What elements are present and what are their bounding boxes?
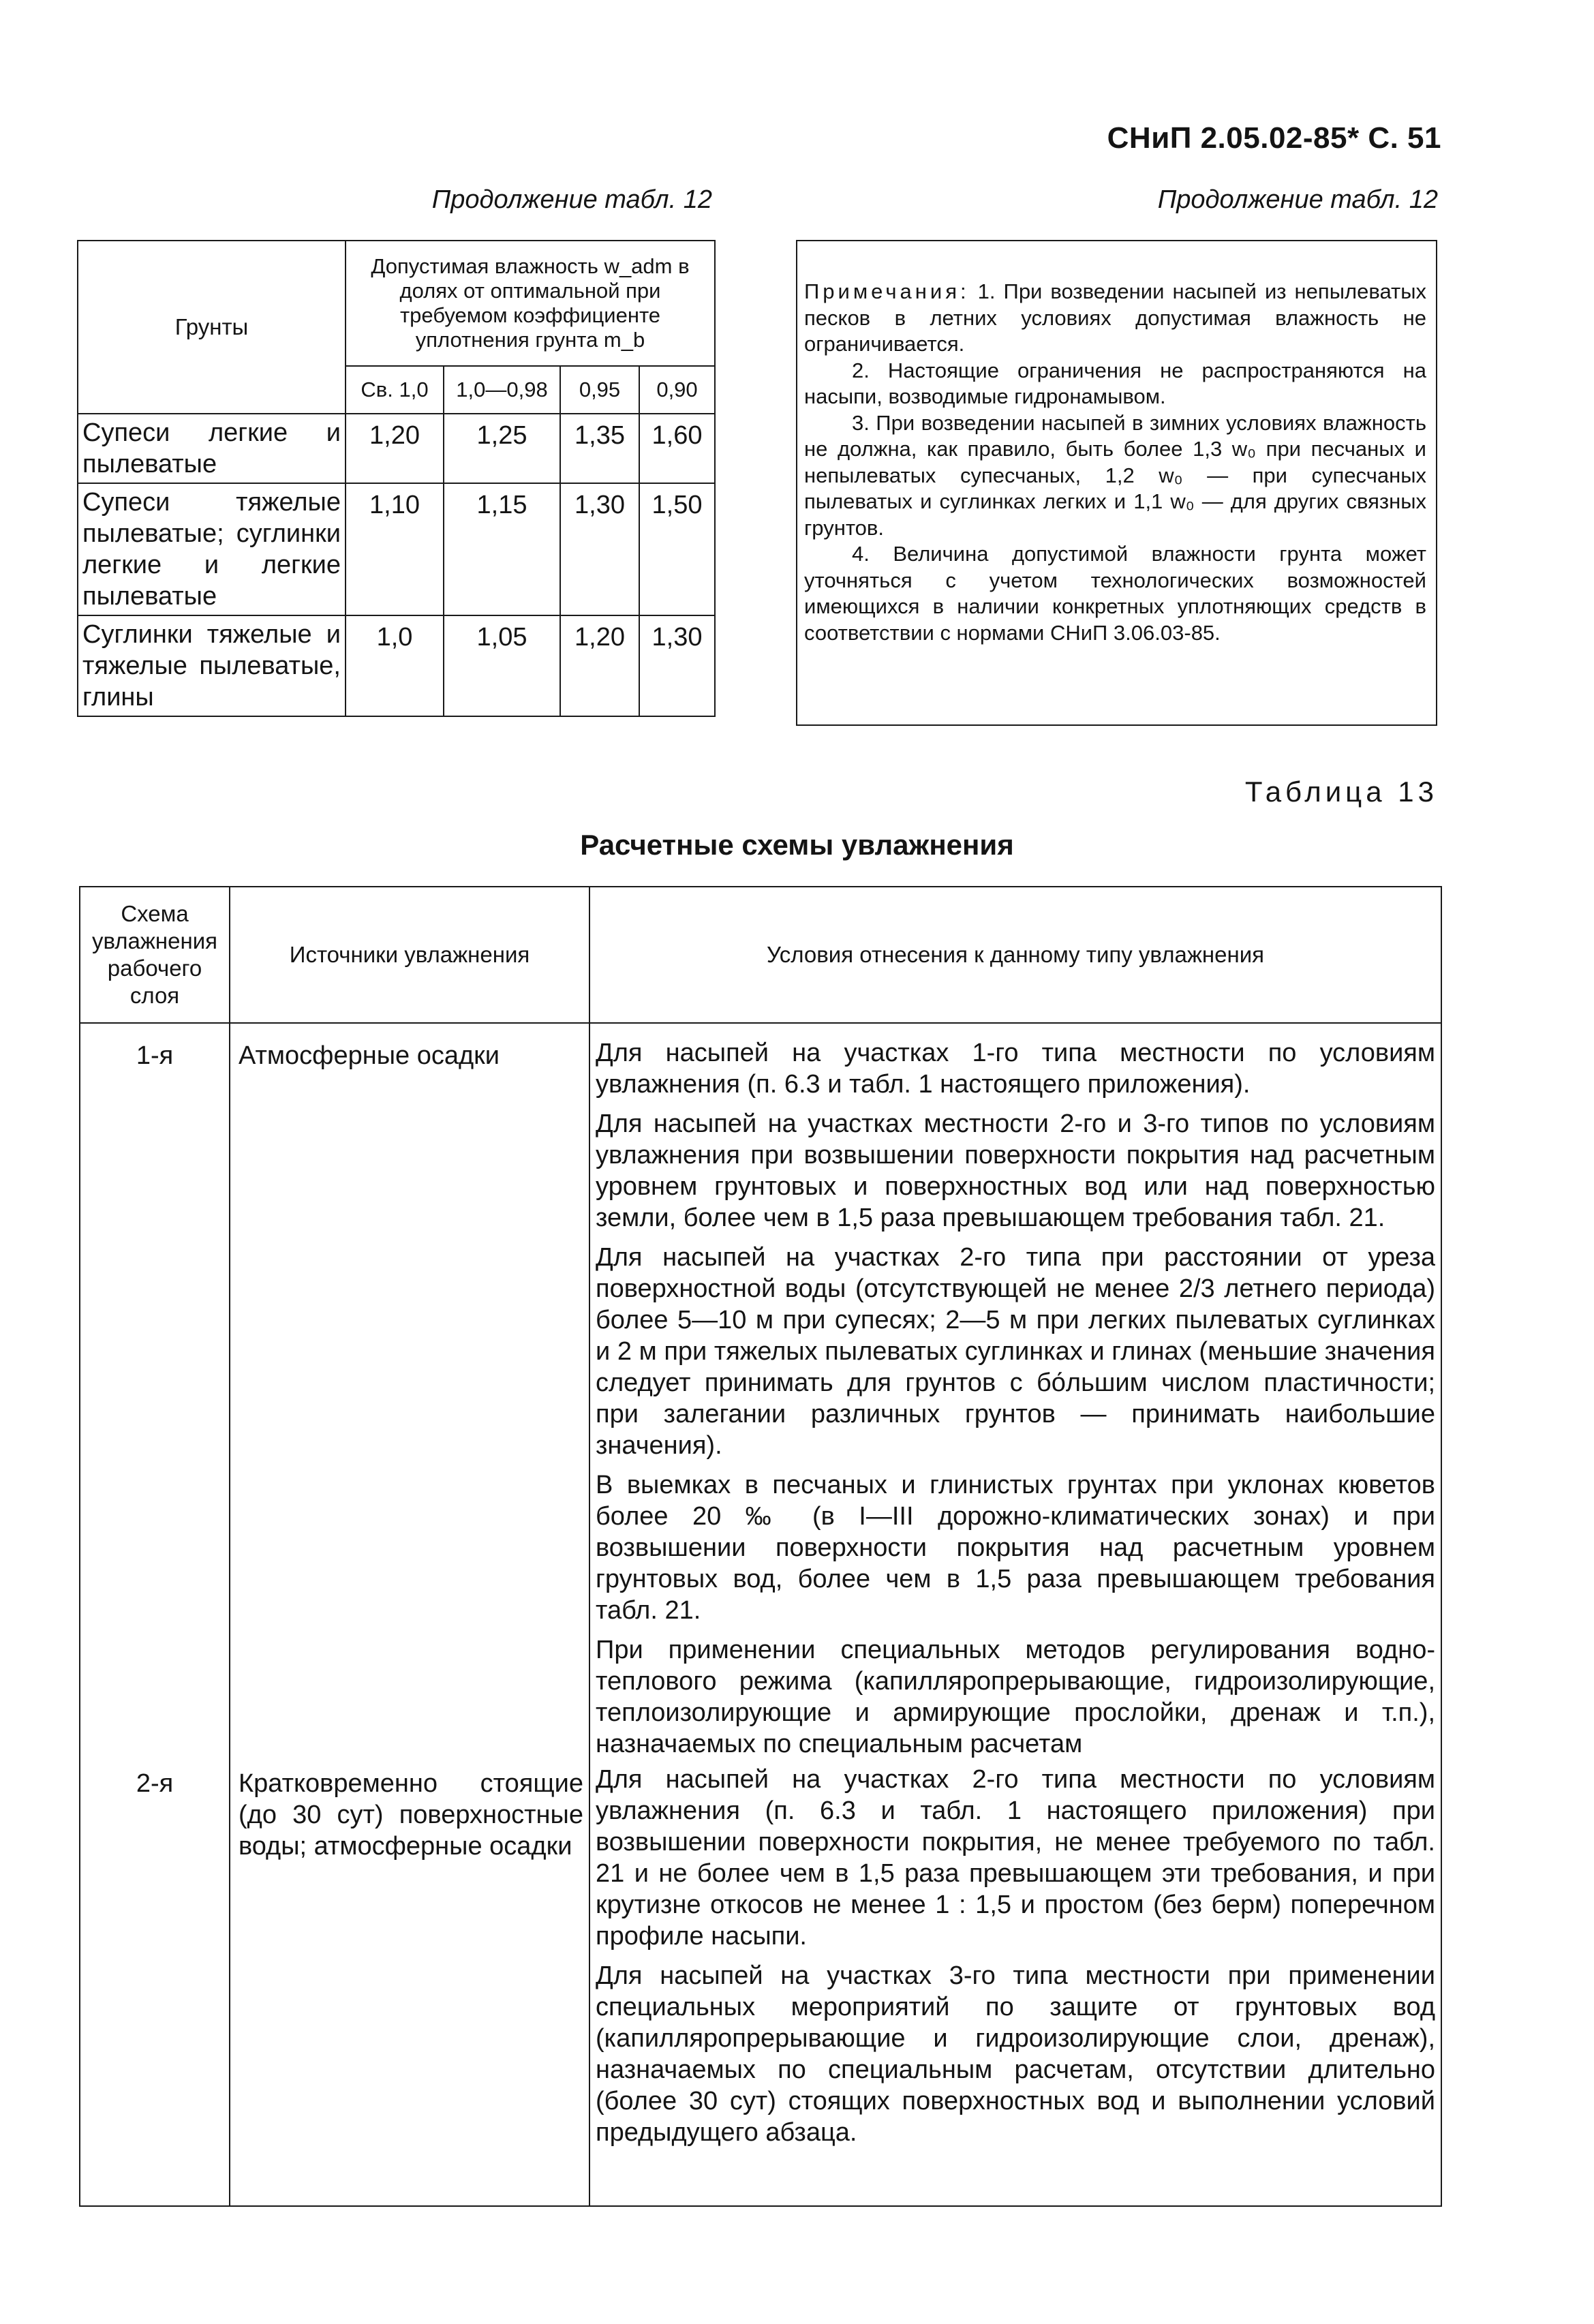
value-cell: 1,20 <box>346 414 444 483</box>
value-cell: 1,15 <box>444 483 560 615</box>
condition-paragraph: Для насыпей на участках 2-го типа при расстоянии от уреза поверхностной воды (отсутствующей не менее 2/3 летнего периода) более 5—10 м при супесях; 2—5 м при легких пылеватых суглинках и 2 м при тяжелых пылеватых суглинках и глинах (меньшие значения следует принимать для грунтов с бо́льшим числом пластичности; при залегании различных грунтов — принимать наибольшие значения). <box>596 1243 1435 1460</box>
scheme-cell: 1-я <box>80 1023 230 1764</box>
value-cell: 1,05 <box>444 615 560 716</box>
condition-paragraph: Для насыпей на участках 3-го типа местности при применении специальных мероприятий по защите от грунтовых вод (капилляропрерывающие и гидроизолирующие слои, дренаж), назначаемых по специальным расчетам, отсутствии длительно (более 30 сут) стоящих поверхностных вод и выполнении условий предыдущего абзаца. <box>596 1961 1435 2147</box>
note-4: 4. Величина допустимой влажности грунта может уточняться с учетом технологических возможностей имеющихся в наличии конкретных уплотняющих средств в соответствии с нормами СНиП 3.06.03-85. <box>804 542 1426 645</box>
value-cell: 1,35 <box>560 414 639 483</box>
table-bottom-spacer <box>80 2156 1441 2206</box>
condition-paragraph: Для насыпей на участках 1-го типа местности по условиям увлажнения (п. 6.3 и табл. 1 настоящего приложения). <box>596 1039 1435 1099</box>
subheader-cell: 0,95 <box>560 366 639 414</box>
conditions-cell <box>589 1023 1441 1764</box>
subheader-cell: 0,90 <box>639 366 715 414</box>
table-row <box>78 483 715 615</box>
value-cell: 1,30 <box>639 615 715 716</box>
header-soils: Грунты <box>78 241 346 414</box>
header-conditions: Условия отнесения к данному типу увлажнения <box>589 887 1441 1023</box>
header-moisture: Допустимая влажность w_adm в долях от оптимальной при требуемом коэффициенте уплотнения грунта m_b <box>346 241 715 366</box>
scheme-cell: 2-я <box>80 1764 230 2156</box>
value-cell: 1,60 <box>639 414 715 483</box>
value-cell: 1,25 <box>444 414 560 483</box>
source-cell: Атмосферные осадки <box>230 1023 589 1764</box>
condition-paragraph: Для насыпей на участках местности 2-го и 3-го типов по условиям увлажнения при возвышении поверхности покрытия над расчетным уровнем грунтовых и поверхностных вод или над поверхностью земли, более чем в 1,5 раза превышающем требования табл. 21. <box>596 1110 1435 1232</box>
subheader-cell: Св. 1,0 <box>346 366 444 414</box>
value-cell: 1,0 <box>346 615 444 716</box>
table-13-label: Таблица 13 <box>1244 776 1438 808</box>
notes-lead: Примечания: <box>804 279 970 303</box>
table-row <box>80 1023 1441 1764</box>
source-cell: Кратковременно стоящие (до 30 сут) поверхностные воды; атмосферные осадки <box>230 1764 589 2156</box>
soil-cell: Суглинки тяжелые и тяжелые пылеватые, глины <box>78 615 346 716</box>
header-sources: Источники увлажнения <box>230 887 589 1023</box>
soil-cell: Супеси легкие и пылеватые <box>78 414 346 483</box>
value-cell: 1,10 <box>346 483 444 615</box>
conditions-cell <box>589 1764 1441 2156</box>
value-cell: 1,50 <box>639 483 715 615</box>
table-row <box>78 615 715 716</box>
page-header-code: СНиП 2.05.02-85* С. 51 <box>1107 121 1441 155</box>
note-2: 2. Настоящие ограничения не распространяются на насыпи, возводимые гидронамывом. <box>804 358 1426 408</box>
header-scheme: Схема увлажнения рабочего слоя <box>80 887 230 1023</box>
value-cell: 1,20 <box>560 615 639 716</box>
table-13-title: Расчетные схемы увлажнения <box>580 829 1014 861</box>
value-cell: 1,30 <box>560 483 639 615</box>
soil-cell: Супеси тяжелые пылеватые; суглинки легкие и легкие пылеватые <box>78 483 346 615</box>
table-12-continuation <box>77 240 716 717</box>
note-3: 3. При возведении насыпей в зимних условиях влажность не должна, как правило, быть более 1,3 w₀ при песчаных и непылеватых супесчаных, 1,2 w₀ — при супесчаных пылеватых и суглинках легких и 1,1 w₀ — для других связных грунтов. <box>804 410 1426 540</box>
note-1: Примечания: 1. При возведении насыпей из непылеватых песков в летних условиях допустимая влажность не ограничивается. <box>804 279 1426 356</box>
notes-box <box>796 240 1437 726</box>
continuation-label-right: Продолжение табл. 12 <box>1157 185 1438 214</box>
subheader-cell: 1,0—0,98 <box>444 366 560 414</box>
continuation-label-left: Продолжение табл. 12 <box>431 185 712 214</box>
table-row <box>80 1764 1441 2156</box>
table-13 <box>79 886 1442 2207</box>
condition-paragraph: Для насыпей на участках 2-го типа местности по условиям увлажнения (п. 6.3 и табл. 1 настоящего приложения) при возвышении поверхности покрытия, не менее требуемого по табл. 21 и не более чем в 1,5 раза превышающем эти требования, и при крутизне откосов не менее 1 : 1,5 и простом (без берм) поперечном профиле насыпи. <box>596 1765 1435 1951</box>
condition-paragraph: В выемках в песчаных и глинистых грунтах при уклонах кюветов более 20 ‰ (в I—III дорожно-климатических зонах) и при возвышении поверхности покрытия над расчетным уровнем грунтовых вод, более чем в 1,5 раза превышающем требования табл. 21. <box>596 1471 1435 1625</box>
table-row <box>78 414 715 483</box>
condition-paragraph: При применении специальных методов регулирования водно-теплового режима (капилляропрерывающие, гидроизолирующие, теплоизолирующие и армирующие прослойки, дренаж и т.п.), назначаемых по специальным расчетам <box>596 1636 1435 1758</box>
